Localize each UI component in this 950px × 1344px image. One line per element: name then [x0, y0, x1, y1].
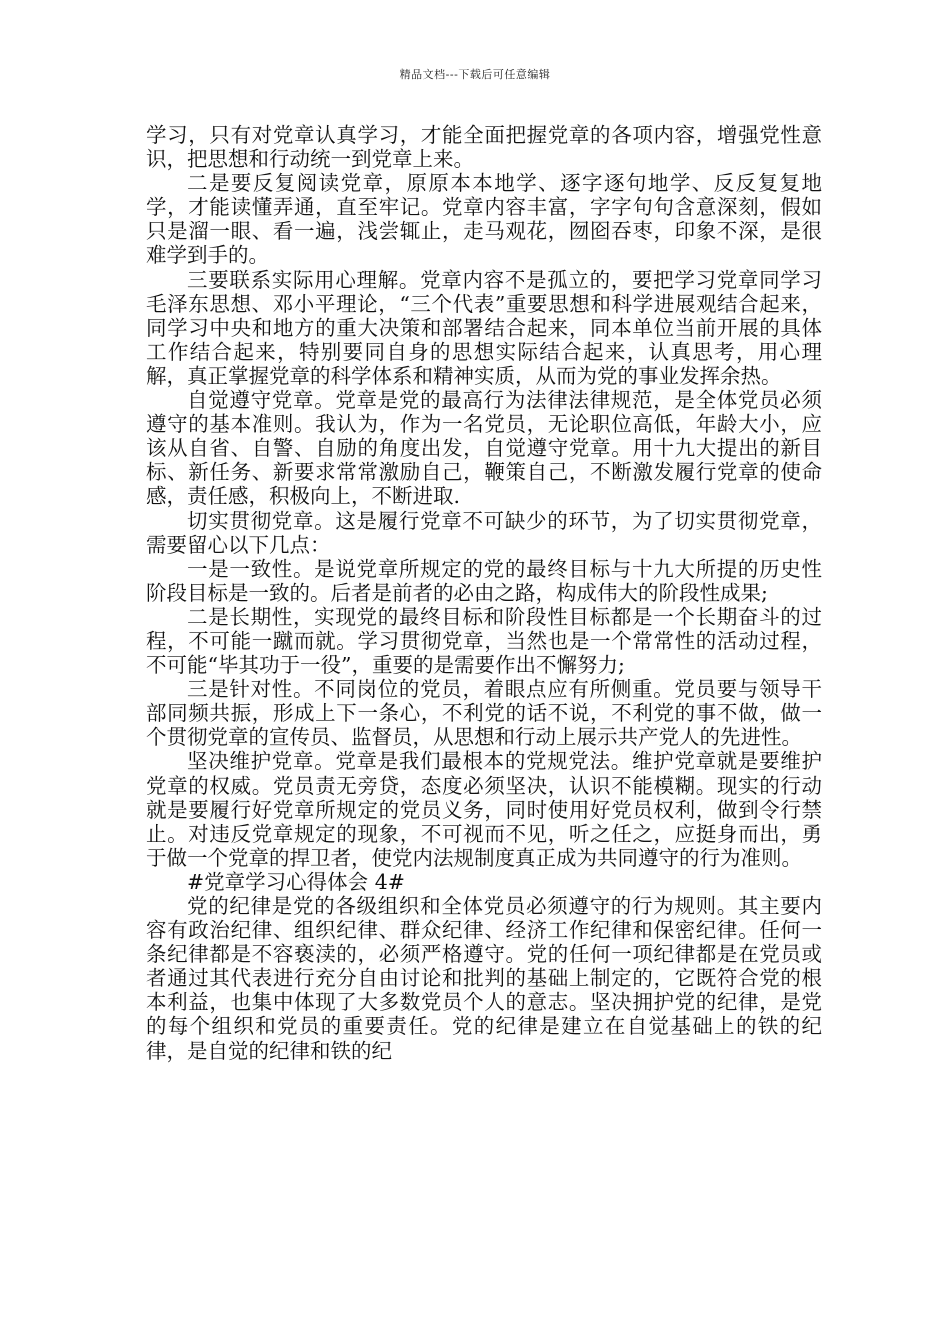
paragraph-7: 二是长期性，实现党的最终目标和阶段性目标都是一个长期奋斗的过程，不可能一蹴而就。学习贯彻党章，当然也是一个常常性的活动过程，不可能“毕其功于一役”，重要的是需要作出不懈努力; — [146, 604, 822, 678]
document-body — [146, 123, 822, 1063]
page-header: 精品文档---下载后可任意编辑 — [399, 68, 551, 81]
paragraph-2: 二是要反复阅读党章，原原本本地学、逐字逐句地学、反反复复地学，才能读懂弄通，直至牢记。党章内容丰富，字字句句含意深刻，假如只是溜一眼、看一遍，浅尝辄止，走马观花，囫囵吞枣，印象不深，是很难学到手的。 — [146, 171, 822, 268]
paragraph-4: 自觉遵守党章。党章是党的最高行为法律法律规范，是全体党员必须遵守的基本准则。我认为，作为一名党员，无论职位高低，年龄大小，应该从自省、自警、自励的角度出发，自觉遵守党章。用十九大提出的新目标、新任务、新要求常常激励自己，鞭策自己，不断激发履行党章的使命感，责任感，积极向上，不断进取. — [146, 388, 822, 509]
paragraph-6: 一是一致性。是说党章所规定的党的最终目标与十九大所提的历史性阶段目标是一致的。后者是前者的必由之路，构成伟大的阶段性成果; — [146, 556, 822, 605]
paragraph-5: 切实贯彻党章。这是履行党章不可缺少的环节，为了切实贯彻党章，需要留心以下几点： — [146, 508, 822, 557]
section-heading: #党章学习心得体会 4# — [187, 869, 405, 894]
paragraph-11: 党的纪律是党的各级组织和全体党员必须遵守的行为规则。其主要内容有政治纪律、组织纪律、群众纪律、经济工作纪律和保密纪律。任何一条纪律都是不容亵渎的，必须严格遵守。党的任何一项纪律都是在党员或者通过其代表进行充分自由讨论和批判的基础上制定的，它既符合党的根本利益，也集中体现了大多数党员个人的意志。坚决拥护党的纪律，是党的每个组织和党员的重要责任。党的纪律是建立在自觉基础上的铁的纪律，是自觉的纪律和铁的纪 — [146, 894, 822, 1063]
paragraph-9: 坚决维护党章。党章是我们最根本的党规党法。维护党章就是要维护党章的权威。党员责无旁贷，态度必须坚决，认识不能模糊。现实的行动就是要履行好党章所规定的党员义务，同时使用好党员权利，做到令行禁止。对违反党章规定的现象，不可视而不见，听之任之，应挺身而出，勇于做一个党章的捍卫者，使党内法规制度真正成为共同遵守的行为准则。 — [146, 749, 822, 870]
paragraph-3: 三要联系实际用心理解。党章内容不是孤立的，要把学习党章同学习毛泽东思想、邓小平理论，“三个代表”重要思想和科学进展观结合起来，同学习中央和地方的重大决策和部署结合起来，同本单位当前开展的具体工作结合起来，特别要同自身的思想实际结合起来，认真思考，用心理解，真正掌握党章的科学体系和精神实质，从而为党的事业发挥余热。 — [146, 267, 822, 388]
paragraph-1: 学习，只有对党章认真学习，才能全面把握党章的各项内容，增强党性意识，把思想和行动统一到党章上来。 — [146, 123, 822, 172]
paragraph-8: 三是针对性。不同岗位的党员，着眼点应有所侧重。党员要与领导干部同频共振，形成上下一条心，不利党的话不说，不利党的事不做，做一个贯彻党章的宣传员、监督员，从思想和行动上展示共产党人的先进性。 — [146, 677, 822, 750]
